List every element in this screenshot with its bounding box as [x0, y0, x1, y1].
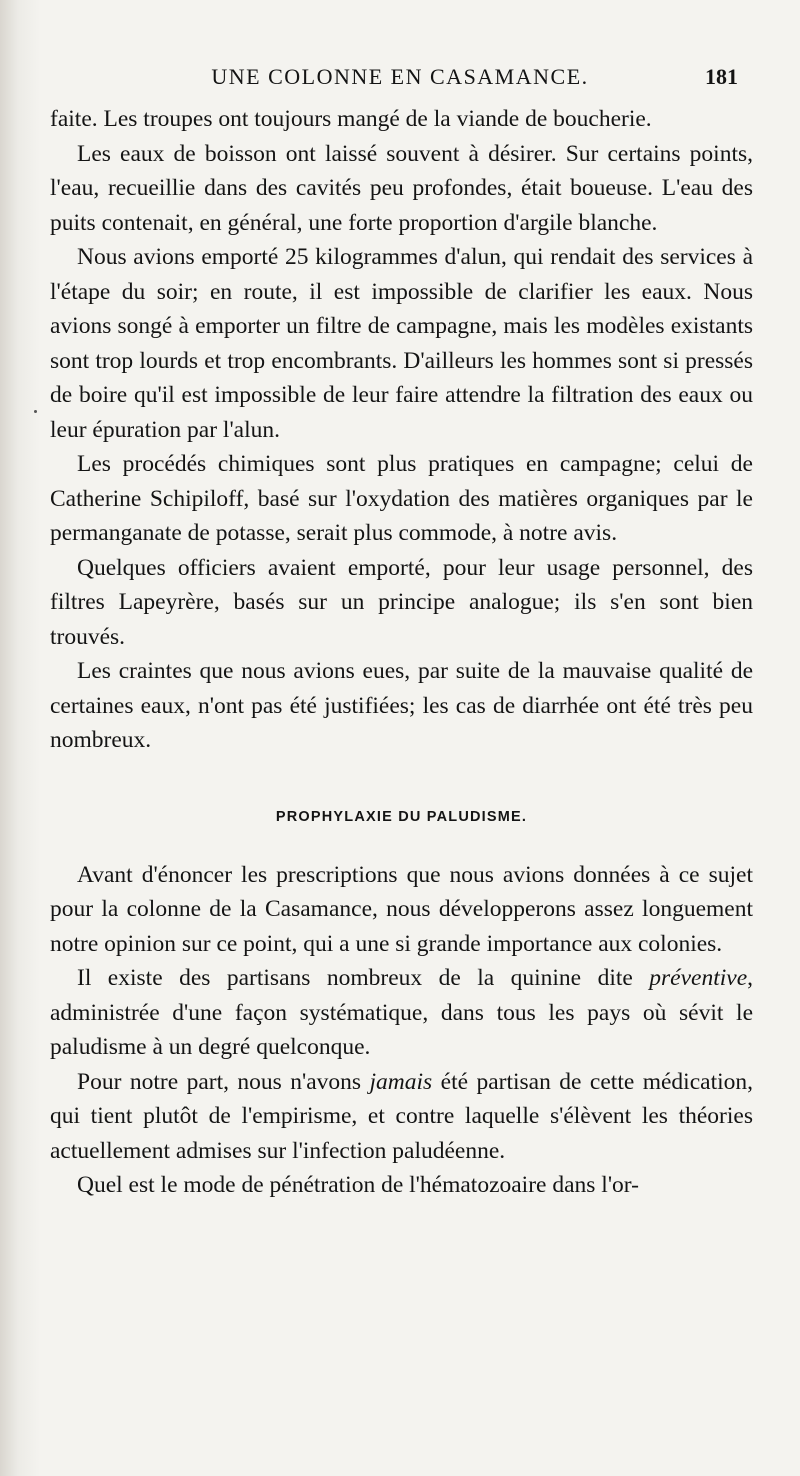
italic-term: préventive	[649, 965, 748, 991]
running-title: UNE COLONNE EN CASAMANCE.	[211, 64, 589, 89]
paragraph-water: Les eaux de boisson ont laissé souvent à désirer. Sur certains points, l'eau, recueillie dans des cavités peu profondes, était boueuse. L'eau des puits contenait, en général, une forte proportion d'argile blanche.	[50, 140, 753, 236]
paragraph-alum: Nous avions emporté 25 kilogrammes d'alun, qui rendait des services à l'étape du soir; en route, il est impossible de clarifier les eaux. Nous avions songé à emporter un filtre de campagne, mais les modèles existants sont trop lourds et trop encombrants. D'ailleurs les hommes sont si pressés de boire qu'il est impossible de leur faire attendre la filtration des eaux ou leur épuration par l'alun.	[50, 244, 753, 443]
section-heading: PROPHYLAXIE DU PALUDISME.	[275, 808, 528, 825]
text-run: , administrée d'une façon systématique, dans tous les pays où sévit le paludisme à un degré quelconque.	[50, 965, 753, 1060]
paragraph-hematozoa: Quel est le mode de pénétration de l'hématozoaire dans l'or-	[77, 1172, 639, 1198]
paragraph-prescriptions: Avant d'énoncer les prescriptions que nous avions données à ce sujet pour la colonne de la Casamance, nous développerons assez longuement notre opinion sur ce point, qui a une si grande importance aux colonies.	[50, 861, 753, 957]
paragraph-continuation: faite. Les troupes ont toujours mangé de la viande de boucherie.	[50, 106, 652, 132]
paragraph-our-position	[50, 1065, 753, 1169]
running-head	[60, 62, 740, 92]
text-run: Il existe des partisans nombreux de la quinine dite	[77, 965, 650, 991]
text-run: été partisan de cette médication, qui tient plutôt de l'empirisme, et contre laquelle s'élèvent les théories actuellement admises sur l'infection paludéenne.	[50, 1068, 754, 1164]
body-text	[50, 102, 753, 1203]
paragraph-filters: Quelques officiers avaient emporté, pour leur usage personnel, des filtres Lapeyrère, basés sur un principe analogue; ils s'en sont bien trouvés.	[50, 554, 753, 650]
paragraph-chemical-processes: Les procédés chimiques sont plus pratiques en campagne; celui de Catherine Schipiloff, basé sur l'oxydation des matières organiques par le permanganate de potasse, serait plus commode, à notre avis.	[50, 451, 753, 546]
text-run: Pour notre part, nous n'avons	[77, 1068, 370, 1095]
margin-mark	[34, 410, 37, 413]
italic-term: jamais	[369, 1068, 433, 1095]
page-number: 181	[705, 64, 738, 89]
paragraph-quinine	[50, 961, 753, 1065]
paragraph-fears: Les craintes que nous avions eues, par suite de la mauvaise qualité de certaines eaux, n'ont pas été justifiées; les cas de diarrhée ont été très peu nombreux.	[50, 658, 753, 753]
